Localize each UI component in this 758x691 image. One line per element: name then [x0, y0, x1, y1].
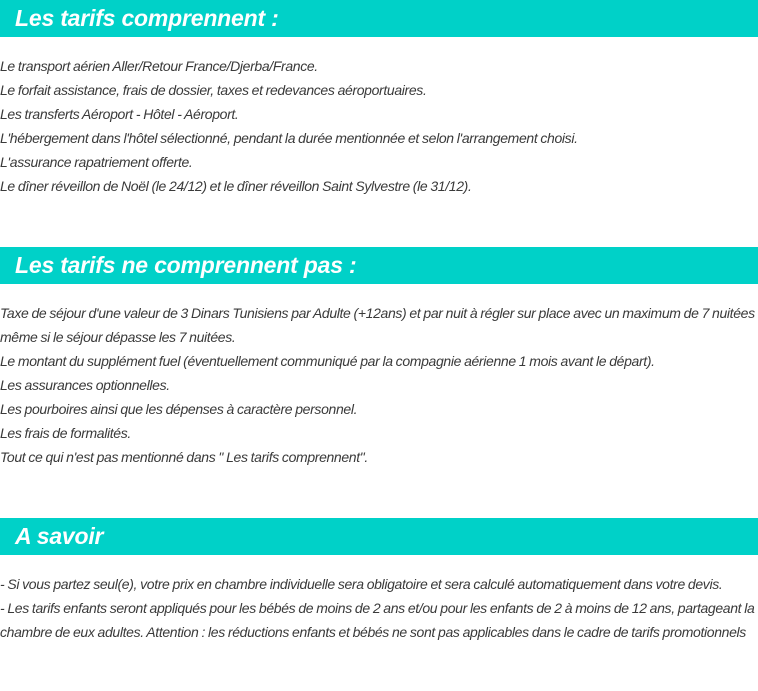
not-included-item: Le montant du supplément fuel (éventuellement communiqué par la compagnie aérienne 1 mois avant le départ).	[0, 353, 655, 369]
section-header-included	[0, 0, 758, 37]
included-item: L'assurance rapatriement offerte.	[0, 154, 193, 170]
section-title-not-included: Les tarifs ne comprennent pas :	[15, 252, 357, 278]
not-included-list	[0, 301, 758, 469]
good-to-know-item: - Si vous partez seul(e), votre prix en chambre individuelle sera obligatoire et sera calculé automatiquement dans votre devis.	[0, 576, 723, 592]
section-title-good-to-know: A savoir	[15, 523, 104, 549]
not-included-item: Tout ce qui n'est pas mentionné dans " Les tarifs comprennent".	[0, 449, 368, 465]
included-item: Le forfait assistance, frais de dossier, taxes et redevances aéroportuaires.	[0, 82, 427, 98]
section-title-included: Les tarifs comprennent :	[15, 5, 279, 31]
included-list	[0, 54, 758, 198]
included-item: L'hébergement dans l'hôtel sélectionné, pendant la durée mentionnée et selon l'arrangement choisi.	[0, 130, 578, 146]
good-to-know-list	[0, 572, 758, 644]
section-header-good-to-know	[0, 518, 758, 555]
section-header-not-included	[0, 247, 758, 284]
not-included-item: Les pourboires ainsi que les dépenses à caractère personnel.	[0, 401, 358, 417]
included-item: Les transferts Aéroport - Hôtel - Aéroport.	[0, 106, 239, 122]
not-included-item: Les assurances optionnelles.	[0, 377, 170, 393]
included-item: Le dîner réveillon de Noël (le 24/12) et le dîner réveillon Saint Sylvestre (le 31/12).	[0, 178, 472, 194]
not-included-item: Taxe de séjour d'une valeur de 3 Dinars Tunisiens par Adulte (+12ans) et par nuit à régler sur place avec un maximum de 7 nuitées même si le séjour dépasse les 7 nuitées.	[0, 305, 755, 345]
not-included-item: Les frais de formalités.	[0, 425, 131, 441]
included-item: Le transport aérien Aller/Retour France/Djerba/France.	[0, 58, 318, 74]
good-to-know-item: - Les tarifs enfants seront appliqués pour les bébés de moins de 2 ans et/ou pour les enfants de 2 à moins de 12 ans, partageant la chambre de eux adultes. Attention : les réductions enfants et bébés ne sont pas applicables dans le cadre de tarifs promotionnels	[0, 600, 755, 640]
